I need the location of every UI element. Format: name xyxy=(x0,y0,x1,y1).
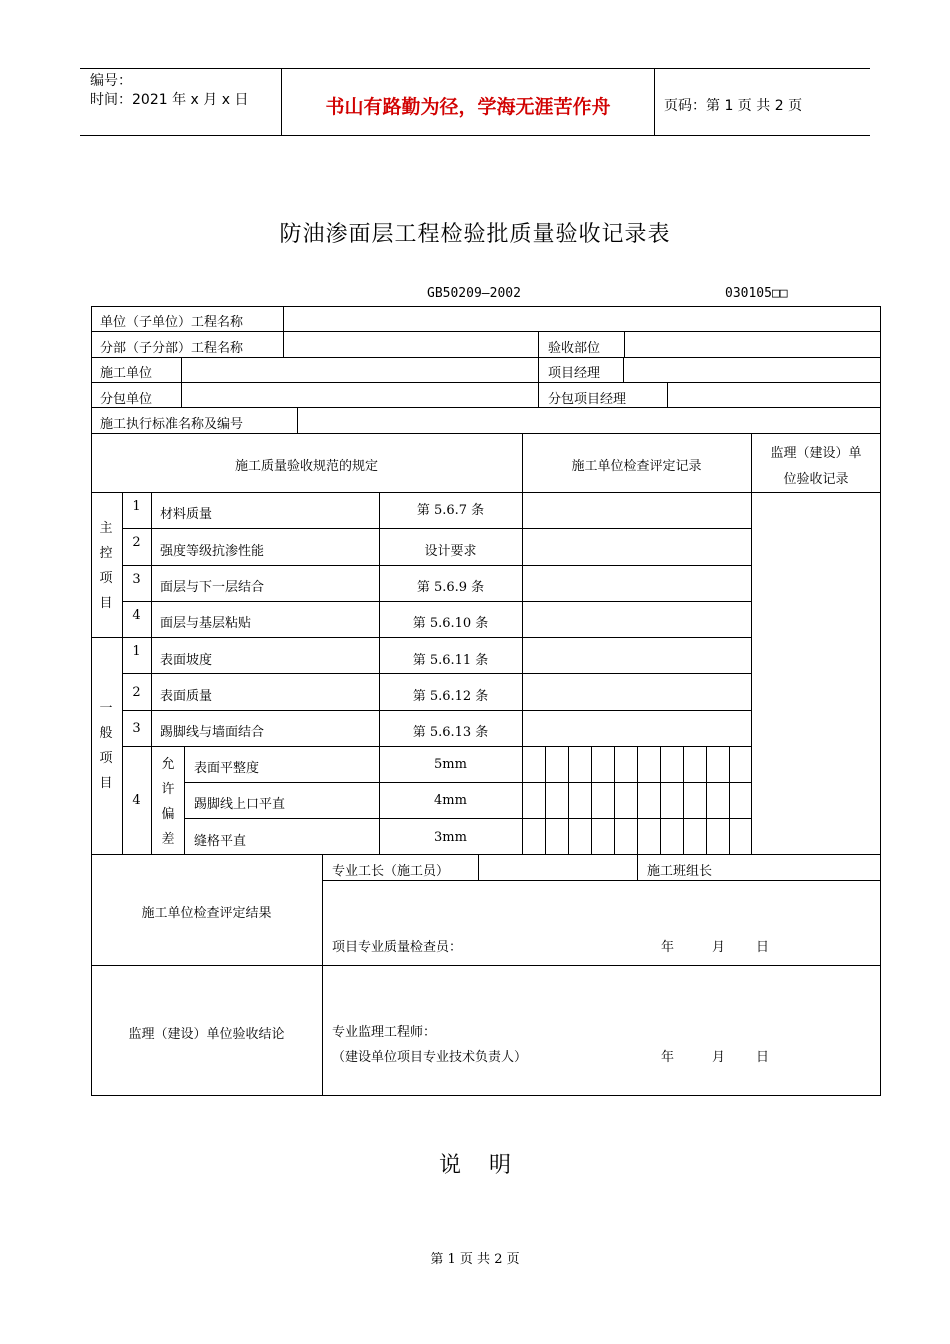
header-meta xyxy=(90,72,248,110)
col-header-spec: 施工质量验收规范的规定 xyxy=(234,459,378,474)
main-item-no: 3 xyxy=(132,572,141,587)
grid-divider xyxy=(683,746,684,854)
main-item-clause: 设计要求 xyxy=(424,544,477,559)
label-acceptance-part: 验收部位 xyxy=(548,341,601,356)
deviation-name: 踢脚线上口平直 xyxy=(194,797,286,812)
general-item-name: 踢脚线与墙面结合 xyxy=(160,725,265,740)
general-item-name: 表面坡度 xyxy=(160,653,213,668)
group-char: 控 xyxy=(99,546,113,561)
row-divider xyxy=(91,382,881,383)
label-subcontract-unit: 分包单位 xyxy=(100,392,153,407)
general-item-no: 1 xyxy=(132,644,141,659)
label-owner-tech-lead: （建设单位项目专业技术负责人） xyxy=(332,1050,528,1065)
row-divider xyxy=(91,854,881,855)
date-day: 日 xyxy=(756,940,770,955)
group-char: 目 xyxy=(99,776,113,791)
page-title: 防油渗面层工程检验批质量验收记录表 xyxy=(279,222,671,247)
row-divider xyxy=(91,965,881,966)
general-item-clause: 第 5.6.11 条 xyxy=(412,653,489,668)
row-divider xyxy=(122,601,751,602)
col-divider xyxy=(184,746,185,855)
main-item-no: 2 xyxy=(132,535,141,550)
main-item-clause: 第 5.6.10 条 xyxy=(412,616,489,631)
general-item-no: 3 xyxy=(132,721,141,736)
grid-divider xyxy=(729,746,730,854)
col-header-check-record: 施工单位检查评定记录 xyxy=(571,459,702,474)
deviation-char: 差 xyxy=(161,832,175,847)
deviation-name: 表面平整度 xyxy=(194,761,260,776)
main-item-name: 面层与下一层结合 xyxy=(160,580,265,595)
deviation-value: 5mm xyxy=(434,757,467,772)
row-divider xyxy=(91,492,881,493)
main-control-label xyxy=(91,516,121,616)
label-subcontract-manager: 分包项目经理 xyxy=(548,392,627,407)
general-item-no: 2 xyxy=(132,685,141,700)
row-divider xyxy=(91,357,881,358)
table-border xyxy=(91,306,881,307)
date-year: 年 xyxy=(661,940,675,955)
col-divider xyxy=(322,854,323,1095)
main-item-no: 4 xyxy=(132,608,141,623)
date-month: 月 xyxy=(712,1050,726,1065)
row-divider xyxy=(91,331,881,332)
standard-number: GB50209—2002 xyxy=(427,286,521,301)
header-page-info: 页码：第 1 页 共 2 页 xyxy=(664,98,803,114)
deviation-char: 偏 xyxy=(161,807,175,822)
main-item-name: 强度等级抗渗性能 xyxy=(160,544,265,559)
label-foreman: 专业工长（施工员） xyxy=(332,864,450,879)
grid-divider xyxy=(637,746,638,854)
row-divider xyxy=(122,746,751,747)
col-divider xyxy=(751,433,752,855)
group-char: 项 xyxy=(99,751,113,766)
row-divider xyxy=(184,782,751,783)
deviation-value: 3mm xyxy=(434,830,467,845)
col-header-supervision-line1: 监理（建设）单 xyxy=(770,446,862,461)
notes-heading: 说明 xyxy=(438,1153,539,1178)
deviation-name: 缝格平直 xyxy=(194,834,247,849)
header-divider xyxy=(654,68,655,136)
main-item-name: 面层与基层粘贴 xyxy=(160,616,252,631)
label-sub-project: 分部（子分部）工程名称 xyxy=(100,341,244,356)
col-divider xyxy=(283,306,284,357)
group-char: 一 xyxy=(99,701,113,716)
col-divider xyxy=(181,357,182,407)
label-supervision-result: 监理（建设）单位验收结论 xyxy=(128,1027,285,1042)
label-project-manager: 项目经理 xyxy=(548,366,601,381)
row-divider xyxy=(91,433,881,434)
col-divider xyxy=(623,357,624,382)
deviation-item-no: 4 xyxy=(132,793,141,808)
group-char: 主 xyxy=(99,521,113,536)
row-divider xyxy=(91,637,751,638)
col-divider xyxy=(297,407,298,433)
grid-divider xyxy=(660,746,661,854)
document-number-label: 编号： xyxy=(90,73,132,89)
label-team-leader: 施工班组长 xyxy=(647,864,713,879)
deviation-char: 许 xyxy=(161,782,175,797)
label-construction-result: 施工单位检查评定结果 xyxy=(141,906,272,921)
grid-divider xyxy=(614,746,615,854)
group-char: 目 xyxy=(99,596,113,611)
label-unit-project: 单位（子单位）工程名称 xyxy=(100,315,244,330)
inspection-record-table xyxy=(91,306,881,1096)
grid-divider xyxy=(591,746,592,854)
col-divider xyxy=(538,331,539,407)
header-bottom-border xyxy=(80,135,870,136)
label-construction-unit: 施工单位 xyxy=(100,366,153,381)
page-footer: 第 1 页 共 2 页 xyxy=(430,1252,520,1267)
col-divider xyxy=(522,433,523,855)
table-border xyxy=(880,306,881,1096)
date-month: 月 xyxy=(712,940,726,955)
row-divider xyxy=(91,407,881,408)
date-year: 年 xyxy=(661,1050,675,1065)
header-top-border xyxy=(80,68,870,69)
col-divider xyxy=(637,854,638,880)
col-divider xyxy=(624,331,625,357)
form-code: 030105□□ xyxy=(725,286,788,301)
document-time-label: 时间：2021 年 x 月 x 日 xyxy=(90,92,249,108)
grid-divider xyxy=(545,746,546,854)
main-item-clause: 第 5.6.9 条 xyxy=(416,580,485,595)
deviation-char: 允 xyxy=(161,757,175,772)
grid-divider xyxy=(568,746,569,854)
col-header-supervision-line2: 位验收记录 xyxy=(783,472,849,487)
header-motto: 书山有路勤为径，学海无涯苦作舟 xyxy=(325,96,611,118)
col-divider xyxy=(667,382,668,407)
group-char: 般 xyxy=(99,726,113,741)
deviation-label xyxy=(153,752,183,852)
date-day: 日 xyxy=(756,1050,770,1065)
row-divider xyxy=(122,565,751,566)
label-supervision-engineer: 专业监理工程师： xyxy=(332,1025,437,1040)
main-item-no: 1 xyxy=(132,499,141,514)
main-item-name: 材料质量 xyxy=(160,507,213,522)
general-item-clause: 第 5.6.13 条 xyxy=(412,725,489,740)
label-inspector: 项目专业质量检查员： xyxy=(332,940,463,955)
group-char: 项 xyxy=(99,571,113,586)
row-divider xyxy=(122,710,751,711)
general-item-clause: 第 5.6.12 条 xyxy=(412,689,489,704)
grid-divider xyxy=(706,746,707,854)
row-divider xyxy=(122,528,751,529)
table-border xyxy=(91,1095,881,1096)
row-divider xyxy=(184,818,751,819)
general-items-label xyxy=(91,696,121,796)
main-item-clause: 第 5.6.7 条 xyxy=(416,503,485,518)
col-divider xyxy=(478,854,479,880)
deviation-value: 4mm xyxy=(434,793,467,808)
row-divider xyxy=(122,673,751,674)
row-divider xyxy=(322,880,881,881)
label-exec-standard: 施工执行标准名称及编号 xyxy=(100,417,244,432)
general-item-name: 表面质量 xyxy=(160,689,213,704)
